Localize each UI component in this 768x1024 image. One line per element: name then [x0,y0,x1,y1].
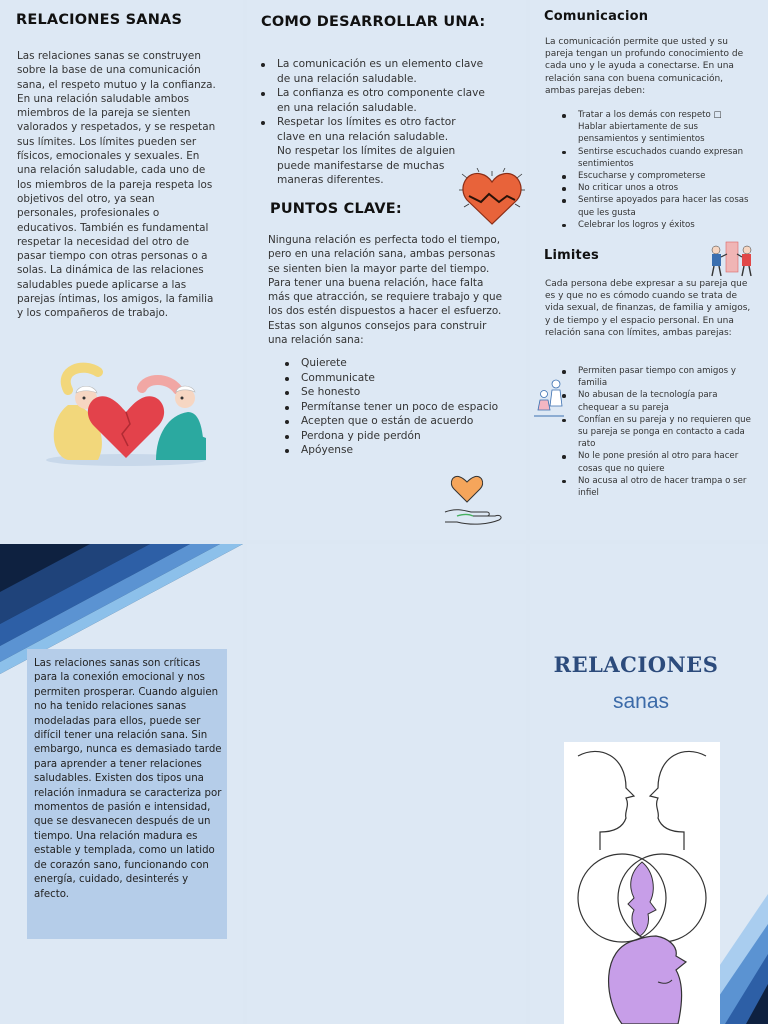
list-item: Confían en su pareja y no requieren que su pareja se ponga en contacto a cada rato [556,414,752,451]
list-item: Sentirse escuchados cuando expresan sentimientos [556,146,752,170]
limits-list [556,365,752,499]
left-panel [0,0,243,540]
communication-list [556,109,752,231]
couple-heart-illustration [38,360,214,470]
list-item: Celebrar los logros y éxitos [556,219,752,231]
limits-intro: Cada persona debe expresar a su pareja que es y que no es cómodo cuando se trata de vida sexual, de finanzas, de familia y amigos, y de tiempo y el espacio personal. En una relación sana con límites, ambas parejas: [545,279,751,338]
cover-panel [530,544,768,1024]
limits-title: Limites [544,248,599,263]
key-points-title: PUNTOS CLAVE: [270,201,402,217]
cover-subtitle: sanas [612,690,670,713]
left-panel-title: RELACIONES SANAS [16,12,183,28]
cracked-heart-icon [459,168,525,228]
tips-list [279,356,519,458]
middle-panel-title: COMO DESARROLLAR UNA: [261,14,486,30]
list-item: Se honesto [279,385,519,400]
list-item: Quierete [279,356,519,371]
list-item: Permiten pasar tiempo con amigos y familia [556,365,752,389]
middle-panel [247,0,526,540]
list-item: Perdona y pide perdón [279,429,519,444]
back-text-box [27,649,227,939]
list-item: No le pone presión al otro para hacer cosas que no quiere [556,450,752,474]
list-item: No acusa al otro de hacer trampa o ser infiel [556,475,752,499]
back-middle-panel [247,544,526,1024]
list-item: Acepten que o están de acuerdo [279,414,519,429]
boundary-figures-icon [706,240,756,280]
key-points-intro: Ninguna relación es perfecta todo el tiempo, pero en una relación sana, ambas personas se sienten bien la mayor parte del tiempo. Para tener una buena relación, hace falta más que atracción, se requiere trabajo y que los dos estén dispuestos a hacer el esfuerzo. Estas son algunos consejos para construir una relación sana: [268,234,503,347]
faces-illustration [560,740,724,1024]
left-panel-body: Las relaciones sanas se construyen sobre la base de una comunicación sana, el respeto mutuo y la confianza. En una relación saludable ambos miembros de la pareja se sienten valorados y respetados, y se respetan sus límites. Los límites pueden ser físicos, emocionales y sexuales. En una relación saludable, cada uno de los miembros de la pareja respeta los objetivos del otro, ya sean personales, profesionales o educativos. También es fundamental respetar la necesidad del otro de pasar tiempo con otras personas o a solas. La dinámica de las relaciones saludables puede aplicarse a las parejas íntimas, los amigos, la familia y los compañeros de trabajo. [17,50,216,320]
list-item: Tratar a los demás con respeto □ Hablar abiertamente de sus pensamientos y sentimientos [556,109,752,146]
list-item: Escucharse y comprometerse [556,170,752,182]
heart-in-hand-icon [443,472,505,528]
communication-intro: La comunicación permite que usted y su pareja tengan un profundo conocimiento de cada uno y le ayuda a conectarse. En una relación sana con buena comunicación, ambas parejas deben: [545,37,744,96]
list-item: No criticar unos a otros [556,182,752,194]
list-item: Respetar los límites es otro factor clave en una relación saludable. No respetar los límites de alguien puede manifestarse de muchas maneras diferentes. [255,115,459,188]
list-item: No abusan de la tecnología para chequear a su pareja [556,389,752,413]
right-panel [530,0,768,540]
list-item: La confianza es otro componente clave en una relación saludable. [255,86,487,115]
list-item: Permítanse tener un poco de espacio [279,400,519,415]
back-left-body: Las relaciones sanas son críticas para la conexión emocional y nos permiten prosperar. Cuando alguien no ha tenido relaciones sanas modeladas para ellos, puede ser difícil tener una relación sana. Sin embargo, nunca es demasiado tarde para aprender a tener relaciones saludables. Existen dos tipos una relación inmadura se caracteriza por momentos de pasión e intensidad, que se desvanecen después de un tiempo. Una relación madura es estable y templada, como un latido de corazón sano, funcionando con energía, cuidado, desinterés y afecto. [34,658,222,900]
list-item: Apóyense [279,443,519,458]
list-item: La comunicación es un elemento clave de una relación saludable. [255,57,487,86]
cover-title: RELACIONES [553,652,719,677]
back-left-panel [0,544,243,1024]
list-item: Sentirse apoyados para hacer las cosas que les gusta [556,194,752,218]
communication-title: Comunicacion [544,9,649,24]
list-item: Communicate [279,371,519,386]
develop-list [255,57,487,188]
